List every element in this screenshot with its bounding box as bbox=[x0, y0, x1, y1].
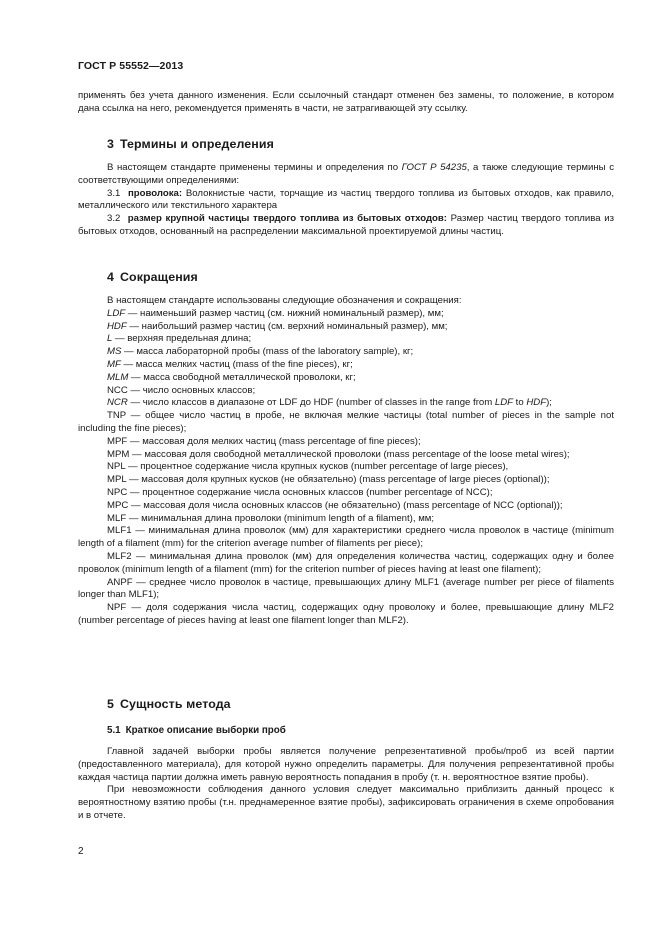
section-4-number: 4 bbox=[107, 270, 114, 284]
reference-link: ГОСТ Р 54235 bbox=[401, 162, 467, 173]
section-4 bbox=[78, 270, 614, 628]
section-5-title: Сущность метода bbox=[120, 697, 231, 711]
abbreviation-term: MF bbox=[107, 358, 121, 370]
abbreviation-definition: — наибольший размер частиц (см. верхний номинальный размер), мм; bbox=[126, 320, 448, 332]
section-3-number: 3 bbox=[107, 137, 114, 151]
abbreviation-term: TNP bbox=[107, 410, 127, 422]
abbreviation-definition: — наименьший размер частиц (см. нижний номинальный размер), мм; bbox=[125, 307, 444, 319]
abbreviation-term: MLM bbox=[107, 371, 129, 383]
abbreviation-term: NPC bbox=[107, 486, 128, 498]
abbreviation-definition: — общее число частиц в пробе, не включая мелкие частицы (total number of pieces in the sample not including the fine pieces); bbox=[78, 410, 614, 434]
abbreviation-term: LDF bbox=[107, 307, 126, 319]
subsection-5-1-title: Краткое описание выборки проб bbox=[125, 725, 286, 736]
abbreviation-item bbox=[78, 449, 614, 462]
abbreviation-item bbox=[78, 461, 614, 474]
section-5-paragraph-2: При невозможности соблюдения данного условия следует максимально приблизить данный процесс к вероятностному взятию пробы (т.н. преднамеренное взятие пробы), зафиксировать ограничения в схеме опробования и в отчете. bbox=[78, 784, 614, 821]
abbreviation-item bbox=[78, 346, 614, 359]
abbreviation-definition: — масса лабораторной пробы (mass of the laboratory sample), кг; bbox=[121, 346, 414, 358]
abbreviation-ref: HDF bbox=[526, 397, 547, 409]
section-3 bbox=[78, 137, 614, 239]
abbreviation-term: NCR bbox=[107, 397, 128, 409]
abbreviation-definition: — минимальная длина проволок (мм) для характеристики среднего числа проволок в частице (minimum length of a filament (mm) for the criterion average number of filaments per piece); bbox=[78, 525, 614, 550]
abbreviation-definition: — доля содержания числа частиц, содержащих одну проволоку и более, превышающие длину MLF2 (number percentage of pieces having at least one filament longer than MLF2). bbox=[78, 602, 614, 626]
abbreviation-definition: — масса свободной металлической проволоки, кг; bbox=[128, 371, 356, 383]
abbreviation-term: MLF1 bbox=[107, 525, 132, 537]
abbreviation-term: MPC bbox=[107, 499, 129, 511]
term-3-1: 3.1 проволока: Волокнистые части, торчащие из частиц твердого топлива из бытовых отходов, как правило, металлического или текстильного характера bbox=[78, 187, 614, 212]
abbreviation-definition: — процентное содержание числа крупных кусков (number percentage of large pieces), bbox=[125, 461, 509, 473]
abbreviation-term: ANPF bbox=[107, 576, 133, 588]
abbreviation-item bbox=[78, 525, 614, 551]
intro-text: применять без учета данного изменения. Если ссылочный стандарт отменен без замены, то положение, в котором дана ссылка на него, рекомендуется применять в части, не затрагивающей эту ссылку. bbox=[78, 90, 614, 114]
abbreviation-item bbox=[78, 474, 614, 487]
abbreviation-definition: — минимальная длина проволоки (minimum length of a filament), мм; bbox=[126, 512, 435, 524]
abbreviation-item bbox=[78, 321, 614, 334]
abbreviation-definition: — число основных классов; bbox=[127, 384, 256, 396]
abbreviation-list bbox=[78, 308, 614, 628]
section-5-paragraph-1: Главной задачей выборки пробы является получение репрезентативной пробы/проб из всей партии (предоставленного материала), для которой нужно определить параметры. Для получения репрезентативной пробы каждая частица партии должна иметь равную вероятность попадания в пробу (т. н. вероятностное взятие пробы). bbox=[78, 746, 614, 783]
abbreviation-definition: — массовая доля мелких частиц (mass percentage of fine pieces); bbox=[127, 435, 421, 447]
abbreviation-item bbox=[78, 385, 614, 398]
subsection-5-1-number: 5.1 bbox=[107, 725, 121, 736]
abbreviation-definition: — массовая доля числа основных классов (не обязательно) (mass percentage of NCC (optional)); bbox=[128, 499, 563, 511]
abbreviation-term: MPF bbox=[107, 435, 128, 447]
abbreviation-item bbox=[78, 410, 614, 436]
term-3-1-name: проволока: bbox=[127, 187, 183, 199]
abbreviation-item bbox=[78, 333, 614, 346]
abbreviation-term: MPL bbox=[107, 474, 127, 486]
abbreviation-item bbox=[78, 359, 614, 372]
abbreviation-item bbox=[78, 551, 614, 577]
abbreviation-item bbox=[78, 487, 614, 500]
abbreviation-item bbox=[78, 602, 614, 628]
abbreviation-definition: — массовая доля крупных кусков (не обязательно) (mass percentage of large pieces (optional)); bbox=[126, 474, 550, 486]
abbreviation-item bbox=[78, 436, 614, 449]
abbreviation-item: NCR — число классов в диапазоне от LDF до HDF (number of classes in the range from LDF to HDF); bbox=[107, 397, 552, 409]
abbreviation-term: NPL bbox=[107, 461, 126, 473]
abbreviation-item bbox=[78, 577, 614, 603]
section-4-intro: В настоящем стандарте использованы следующие обозначения и сокращения: bbox=[107, 295, 462, 306]
section-3-intro: В настоящем стандарте применены термины и определения по ГОСТ Р 54235, а также следующие термины с соответствующими определениями: bbox=[78, 162, 614, 186]
abbreviation-item bbox=[78, 308, 614, 321]
abbreviation-term: NCC bbox=[107, 384, 128, 396]
abbreviation-definition: — минимальная длина проволок (мм) для определения количества частиц, содержащих одну и более проволок (minimum length of a filament (mm) for the criterion number of pieces having at least one filament); bbox=[78, 550, 614, 575]
section-5-number: 5 bbox=[107, 697, 114, 711]
section-5 bbox=[78, 697, 614, 823]
abbreviation-term: HDF bbox=[107, 320, 127, 332]
term-3-2: 3.2 размер крупной частицы твердого топлива из бытовых отходов: Размер частиц твердого топлива из бытовых отходов, основанный на распределении максимальной проектируемой длины частиц. bbox=[78, 213, 614, 237]
section-4-title: Сокращения bbox=[120, 270, 198, 284]
abbreviation-term: MPM bbox=[107, 448, 130, 460]
page-number: 2 bbox=[78, 846, 84, 857]
section-4-heading bbox=[78, 270, 614, 284]
abbreviation-term: MS bbox=[107, 346, 122, 358]
abbreviation-term: MLF2 bbox=[107, 550, 132, 562]
abbreviation-term: NPF bbox=[107, 602, 127, 614]
document-header: ГОСТ Р 55552—2013 bbox=[78, 60, 184, 72]
abbreviation-item bbox=[78, 372, 614, 385]
intro-paragraph bbox=[78, 90, 614, 116]
term-3-2-name: размер крупной частицы твердого топлива из бытовых отходов: bbox=[127, 213, 447, 225]
abbreviation-definition: — процентное содержание числа основных классов (number percentage of NCC); bbox=[127, 486, 493, 498]
abbreviation-term: L bbox=[107, 333, 113, 345]
abbreviation-definition: — число классов в диапазоне от LDF до HDF (number of classes in the range from bbox=[127, 397, 495, 409]
section-5-heading bbox=[78, 697, 614, 711]
section-3-heading bbox=[78, 137, 614, 151]
subsection-5-1-heading bbox=[78, 725, 614, 736]
abbreviation-definition: — масса мелких частиц (mass of the fine pieces), кг; bbox=[120, 358, 353, 370]
abbreviation-definition: — среднее число проволок в частице, превышающих длину MLF1 (average number per piece of filaments longer than MLF1); bbox=[78, 576, 614, 601]
abbreviation-definition: — верхняя предельная длина; bbox=[112, 333, 252, 345]
abbreviation-item bbox=[78, 500, 614, 513]
abbreviation-item bbox=[78, 513, 614, 526]
abbreviation-definition: — массовая доля свободной металлической проволоки (mass percentage of the loose metal wires); bbox=[129, 448, 570, 460]
abbreviation-term: MLF bbox=[107, 512, 127, 524]
abbreviation-ref: LDF bbox=[494, 397, 514, 409]
section-3-title: Термины и определения bbox=[120, 137, 274, 151]
